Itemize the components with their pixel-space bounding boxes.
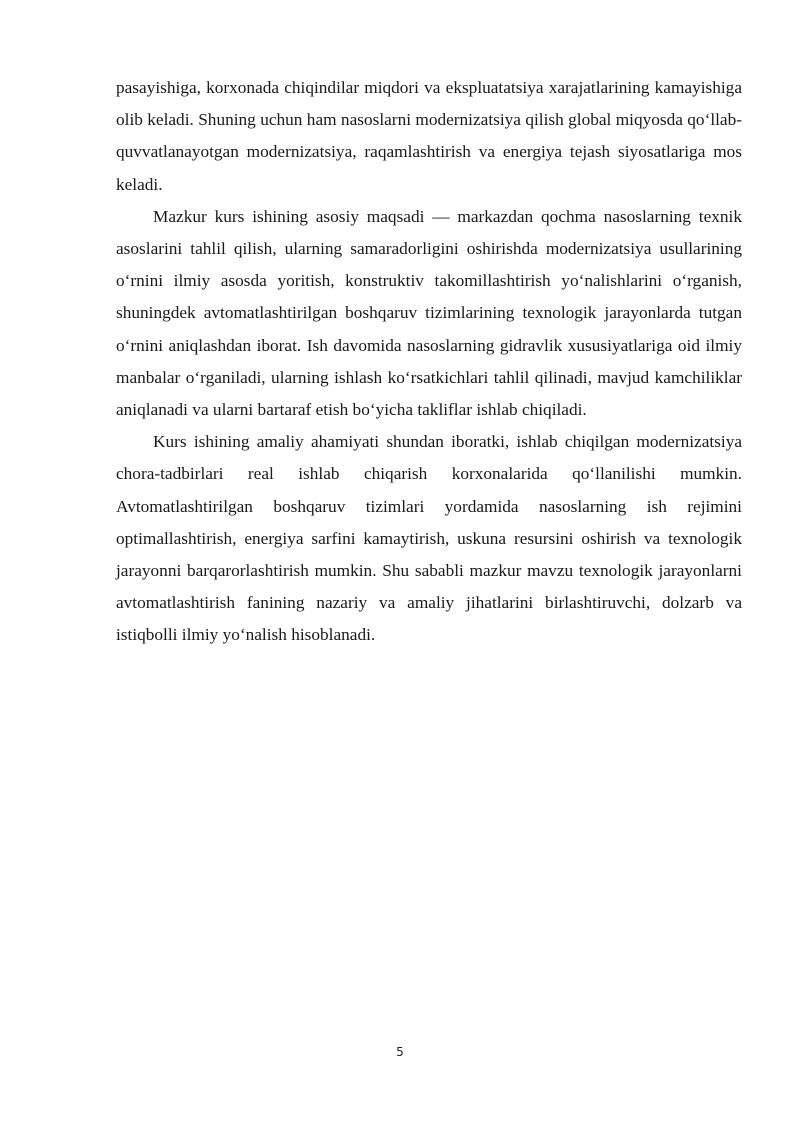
page-body (116, 72, 742, 652)
page-number: 5 (396, 1045, 404, 1059)
paragraph-course-goal: Mazkur kurs ishining asosiy maqsadi — markazdan qochma nasoslarning texnik asoslarini tahlil qilish, ularning samaradorligini oshirishda modernizatsiya usullarining o‘rnini ilmiy asosda yoritish, konstruktiv takomillashtirish yo‘nalishlarini o‘rganish, shuningdek avtomatlashtirilgan boshqaruv tizimlarining texnologik jarayonlarda tutgan o‘rnini aniqlashdan iborat. Ish davomida nasoslarning gidravlik xususiyatlariga oid ilmiy manbalar o‘rganiladi, ularning ishlash ko‘rsatkichlari tahlil qilinadi, mavjud kamchiliklar aniqlanadi va ularni bartaraf etish bo‘yicha takliflar ishlab chiqiladi. (116, 206, 742, 420)
paragraph-practical-significance: Kurs ishining amaliy ahamiyati shundan iboratki, ishlab chiqilgan modernizatsiya chora-tadbirlari real ishlab chiqarish korxonalarida qo‘llanilishi mumkin. Avtomatlashtirilgan boshqaruv tizimlari yordamida nasoslarning ish rejimini optimallashtirish, energiya sarfini kamaytirish, uskuna resursini oshirish va texnologik jarayonni barqarorlashtirish mumkin. Shu sababli mazkur mavzu texnologik jarayonlarni avtomatlashtirish fanining nazariy va amaliy jihatlarini birlashtiruvchi, dolzarb va istiqbolli ilmiy yo‘nalish hisoblanadi. (116, 432, 742, 645)
paragraph-continuation: pasayishiga, korxonada chiqindilar miqdori va ekspluatatsiya xarajatlarining kamayishiga olib keladi. Shuning uchun ham nasoslarni modernizatsiya qilish global miqyosda qo‘llab-quvvatlanayotgan modernizatsiya, raqamlashtirish va energiya tejash siyosatlariga mos keladi. (116, 78, 742, 194)
